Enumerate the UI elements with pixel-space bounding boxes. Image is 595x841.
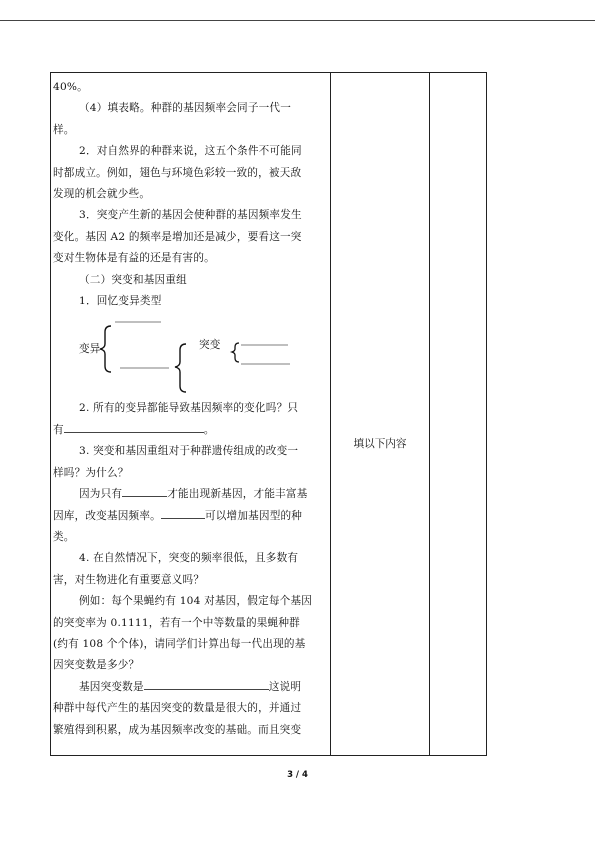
text-line: [53, 506, 328, 527]
text-fragment: 才能出现新基因，才能丰富基: [167, 488, 308, 501]
text-fragment: 因为只有: [79, 488, 123, 501]
lesson-content: [53, 77, 328, 741]
column-divider: [330, 73, 331, 755]
header-rule: [0, 20, 595, 21]
text-line: 40%。: [53, 81, 88, 93]
question-4-answer: [53, 677, 328, 698]
text-fragment: 有: [53, 423, 64, 436]
answer-blank[interactable]: [161, 507, 205, 519]
text-line: 繁殖得到积累，成为基因频率改变的基础。而且突变: [53, 723, 302, 736]
text-fragment: 。: [203, 423, 215, 436]
answer-blank[interactable]: [64, 421, 204, 433]
section-heading: （二）突变和基因重组: [79, 273, 187, 286]
question-3-answer: [53, 484, 328, 505]
text-line: 种群中每代产生的基因突变的数量是很大的，并通过: [53, 702, 302, 715]
question-3: 3. 突变和基因重组对于种群遗传组成的改变一: [79, 445, 299, 458]
answer-blank[interactable]: [144, 678, 269, 690]
text-fragment: 这说明: [268, 680, 302, 693]
text-fragment: 基因突变数是: [79, 680, 144, 693]
lesson-table: [50, 72, 487, 756]
text-line: 2．对自然界的种群来说，这五个条件不可能同: [79, 145, 302, 158]
text-fragment: 因库，改变基因频率。: [53, 509, 161, 522]
answer-blank[interactable]: [122, 485, 167, 497]
text-line: 样。: [53, 123, 75, 136]
text-fragment: 可以增加基因型的种: [204, 509, 303, 522]
question-1: 1．回忆变异类型: [79, 295, 162, 308]
text-line: 因突变数是多少？: [53, 659, 140, 672]
text-line: 变化。基因 A2 的频率是增加还是减少，要看这一突: [53, 230, 302, 243]
fill-instruction: 填以下内容: [353, 438, 407, 450]
text-line: 的突变率为 0.1111，若有一个中等数量的果蝇种群: [53, 616, 300, 629]
text-line: 害，对生物进化有重要意义吗？: [53, 573, 205, 586]
text-line: 时都成立。例如，翅色与环境色彩较一致的，被天敌: [53, 166, 302, 179]
column-divider: [429, 73, 430, 755]
text-line: 发现的机会就少些。: [53, 188, 151, 201]
text-line: 类。: [53, 530, 75, 543]
text-line: 3．突变产生新的基因会使种群的基因频率发生: [79, 209, 302, 222]
variation-type-diagram: [53, 312, 328, 398]
question-2: 2. 所有的变异都能导致基因频率的变化吗？只: [79, 402, 299, 415]
variation-label: 变异: [79, 343, 101, 356]
text-line: （4）填表略。种群的基因频率会同子一代一: [79, 102, 292, 115]
question-4: 4. 在自然情况下，突变的频率很低，且多数有: [79, 552, 299, 565]
text-line: 样吗？为什么？: [53, 466, 129, 479]
question-2-answer: [53, 420, 328, 441]
text-line: 例如：每个果蝇约有 104 对基因，假定每个基因: [79, 595, 313, 608]
text-line: (约有 108 个个体)，请同学们计算出每一代出现的基: [53, 637, 306, 650]
mutation-label: 突变: [199, 339, 221, 352]
text-line: 变对生物体是有益的还是有害的。: [53, 252, 215, 265]
page-number: 3 / 4: [287, 770, 308, 780]
